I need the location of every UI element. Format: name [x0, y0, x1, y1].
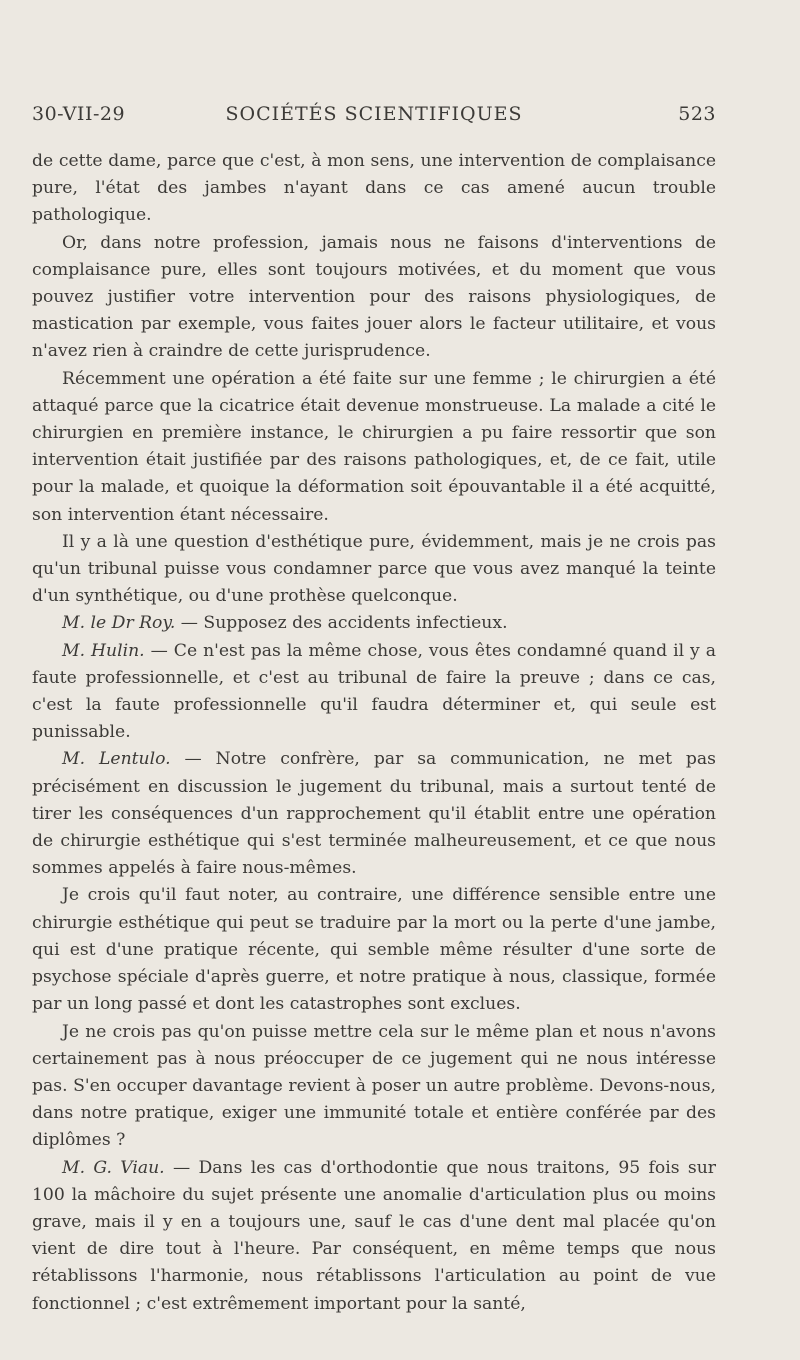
paragraph-text: Il y a là une question d'esthétique pure, évidemment, mais je ne crois pas qu'un tribunal puisse vous condamner parce que vous avez manqué la teinte d'un synthétique, ou d'une prothèse quelconque. [32, 531, 716, 607]
paragraph [32, 1155, 716, 1318]
running-header [32, 103, 716, 133]
speaker-name: M. G. Viau. [62, 1157, 165, 1178]
paragraph [32, 366, 716, 529]
paragraph-text: Je ne crois pas qu'on puisse mettre cela sur le même plan et nous n'avons certainement pas à nous préoccuper de ce jugement qui ne nous intéresse pas. S'en occuper davantage revient à poser un autre problème. Devons-nous, dans notre pratique, exiger une immunité totale et entière conférée par des diplômes ? [32, 1021, 716, 1151]
paragraph [32, 610, 716, 637]
paragraph [32, 230, 716, 366]
paragraph-text: Or, dans notre profession, jamais nous ne faisons d'interventions de complaisance pure, elles sont toujours motivées, et du moment que vous pouvez justifier votre intervention pour des raisons physiologiques, de mastication par exemple, vous faites jouer alors le facteur utilitaire, et vous n'avez rien à craindre de cette jurisprudence. [32, 232, 716, 362]
paragraph [32, 1019, 716, 1155]
speaker-name: M. le Dr Roy. [62, 613, 176, 634]
speaker-name: M. Lentulo. [62, 749, 171, 770]
page-number: 523 [678, 103, 716, 125]
paragraph [32, 148, 716, 230]
paragraph-text: de cette dame, parce que c'est, à mon sens, une intervention de complaisance pure, l'état des jambes n'ayant dans ce cas amené aucun trouble pathologique. [32, 151, 716, 226]
paragraph-text: — Supposez des accidents infectieux. [180, 613, 508, 634]
header-date: 30-VII-29 [32, 103, 126, 125]
header-title: SOCIÉTÉS SCIENTIFIQUES [225, 103, 523, 125]
paragraph [32, 746, 716, 882]
paragraph-text: Je crois qu'il faut noter, au contraire, une différence sensible entre une chirurgie esthétique qui peut se traduire par la mort ou la perte d'une jambe, qui est d'une pratique récente, qui semble même résulter d'une sorte de psychose spéciale d'après guerre, et notre pratique à nous, classique, formée par un long passé et dont les catastrophes sont exclues. [32, 885, 716, 1015]
paragraph [32, 638, 716, 747]
paragraph-text: — Ce n'est pas la même chose, vous êtes condamné quand il y a faute professionnelle, et c'est au tribunal de faire la preuve ; dans ce cas, c'est la faute professionnelle qu'il faudra déterminer et, qui seule est punissable. [32, 640, 716, 743]
paragraph-text: Récemment une opération a été faite sur une femme ; le chirurgien a été attaqué parce que la cicatrice était devenue monstrueuse. La malade a cité le chirurgien en première instance, le chirurgien a pu faire ressortir que son intervention était justifiée par des raisons pathologiques, et, de ce fait, utile pour la malade, et quoique la déformation soit épouvantable il a été acquitté, son intervention étant nécessaire. [32, 368, 716, 525]
speaker-name: M. Hulin. [62, 640, 145, 661]
paragraph [32, 882, 716, 1018]
page-body [32, 148, 716, 1318]
paragraph-text: — Dans les cas d'orthodontie que nous traitons, 95 fois sur 100 la mâchoire du sujet présente une anomalie d'articulation plus ou moins grave, mais il y en a toujours une, sauf le cas d'une dent mal placée qu'on vient de dire tout à l'heure. Par conséquent, en même temps que nous rétablissons l'harmonie, nous rétablissons l'articulation au point de vue fonctionnel ; c'est extrêmement important pour la santé, [32, 1157, 716, 1314]
paragraph [32, 529, 716, 611]
paragraph-text: — Notre confrère, par sa communication, ne met pas précisément en discussion le jugement du tribunal, mais a surtout tenté de tirer les conséquences d'un rapprochement qu'il établit entre une opération de chirurgie esthétique qui s'est terminée malheureusement, et ce que nous sommes appelés à faire nous-mêmes. [32, 749, 716, 879]
